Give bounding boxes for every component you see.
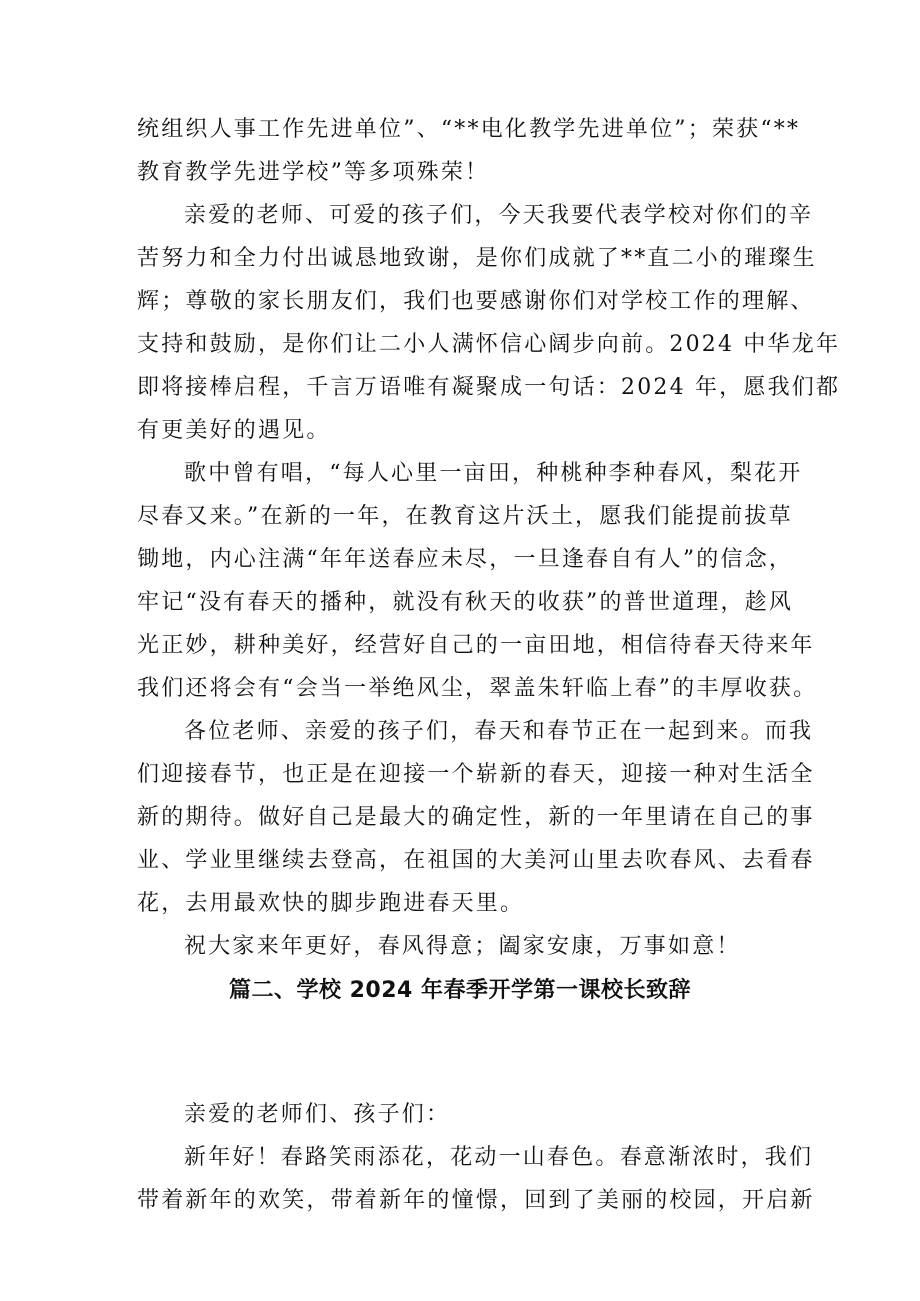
paragraph-4-line-4: 业、学业里继续去登高，在祖国的大美河山里去吹春风、去看春 xyxy=(137,848,815,873)
paragraph-2-line-3: 辉；尊敬的家长朋友们，我们也要感谢你们对学校工作的理解、 xyxy=(137,289,815,314)
paragraph-4-line-2: 们迎接春节，也正是在迎接一个崭新的春天，迎接一种对生活全 xyxy=(137,762,815,787)
paragraph-2-line-6: 有更美好的遇见。 xyxy=(137,418,331,443)
section-heading: 篇二、学校 2024 年春季开学第一课校长致辞 xyxy=(228,978,692,1003)
paragraph-2-line-4: 支持和鼓励，是你们让二小人满怀信心阔步向前。2024 中华龙年 xyxy=(137,332,841,357)
paragraph-1-line-2: 教育教学先进学校”等多项殊荣！ xyxy=(137,160,490,185)
paragraph-3-line-5: 光正妙，耕种美好，经营好自己的一亩田地，相信待春天待来年 xyxy=(137,633,815,658)
paragraph-4-line-3: 新的期待。做好自己是最大的确定性，新的一年里请在自己的事 xyxy=(137,805,815,830)
salutation: 亲爱的老师们、孩子们： xyxy=(184,1102,451,1127)
paragraph-2-line-1: 亲爱的老师、可爱的孩子们，今天我要代表学校对你们的辛 xyxy=(184,203,814,228)
paragraph-3-line-2: 尽春又来。”在新的一年，在教育这片沃土，愿我们能提前拔草 xyxy=(137,504,793,529)
paragraph-3-line-3: 锄地，内心注满“年年送春应未尽，一旦逢春自有人”的信念， xyxy=(137,547,794,572)
paragraph-3-line-6: 我们还将会有“会当一举绝风尘，翠盖朱轩临上春”的丰厚收获。 xyxy=(137,676,818,701)
paragraph-2-line-2: 苦努力和全力付出诚恳地致谢，是你们成就了**直二小的璀璨生 xyxy=(137,246,817,271)
paragraph-5-line-2: 带着新年的欢笑，带着新年的憧憬，回到了美丽的校园，开启新 xyxy=(137,1188,815,1213)
closing-wish: 祝大家来年更好，春风得意；阖家安康，万事如意！ xyxy=(184,934,741,959)
paragraph-5-line-1: 新年好！春路笑雨添花，花动一山春色。春意渐浓时，我们 xyxy=(184,1145,814,1170)
paragraph-1-line-1: 统组织人事工作先进单位”、“**电化教学先进单位”；荣获“** xyxy=(137,117,801,142)
paragraph-3-line-4: 牢记“没有春天的播种，就没有秋天的收获”的普世道理，趁风 xyxy=(137,590,794,615)
paragraph-4-line-5: 花，去用最欢快的脚步跑进春天里。 xyxy=(137,891,525,916)
paragraph-2-line-5: 即将接棒启程，千言万语唯有凝聚成一句话：2024 年，愿我们都 xyxy=(137,375,841,400)
paragraph-3-line-1: 歌中曾有唱，“每人心里一亩田，种桃种李种春风，梨花开 xyxy=(184,461,803,486)
paragraph-4-line-1: 各位老师、亲爱的孩子们，春天和春节正在一起到来。而我 xyxy=(184,719,814,744)
